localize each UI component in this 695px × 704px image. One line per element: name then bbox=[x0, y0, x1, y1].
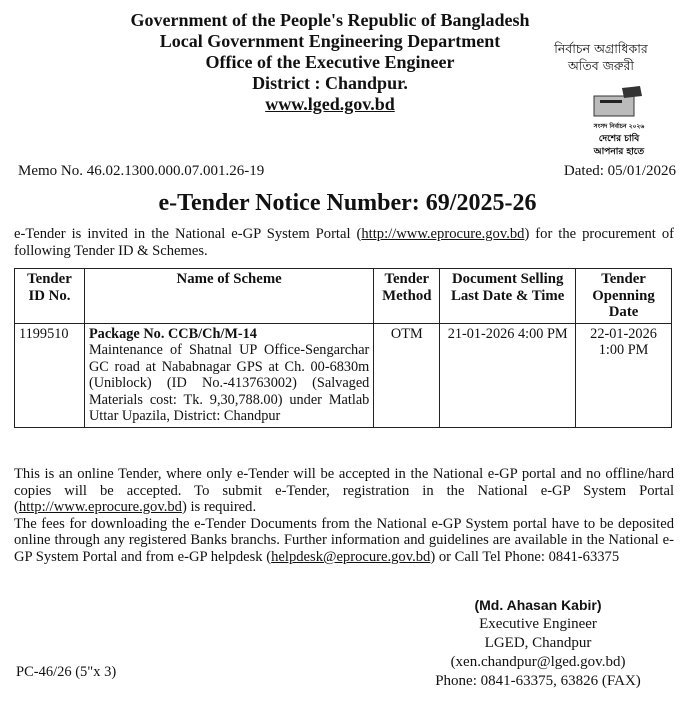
notice-title: e-Tender Notice Number: 69/2025-26 bbox=[158, 190, 537, 216]
p1-text-b: ) is required. bbox=[181, 499, 257, 516]
election-logo bbox=[582, 86, 656, 162]
terms-p2 bbox=[14, 516, 674, 566]
package-no: Package No. CCB/Ch/M-14 bbox=[88, 325, 257, 342]
opening-time: 1:00 PM bbox=[598, 342, 649, 358]
logo-line3: আপনার হাতে bbox=[593, 147, 645, 157]
dept-line: Local Government Engineering Department bbox=[159, 31, 501, 51]
opening-date: 22-01-2026 bbox=[590, 325, 657, 342]
scheme-desc: Maintenance of Shatnal UP Office-Sengarchar GC road at Nababnagar GPS at Ch. 00-6830m (Uniblock) (ID No.-413763002) (Salvaged Materials cost: Tk. 9,30,788.00) under Matlab Uttar Upazila, District: Chandpur bbox=[88, 342, 370, 424]
terms-p1 bbox=[14, 466, 674, 516]
tender-table bbox=[14, 268, 672, 428]
col-scheme: Name of Scheme bbox=[84, 269, 373, 324]
office-line: Office of the Executive Engineer bbox=[205, 52, 455, 72]
col-method: Tender Method bbox=[374, 269, 440, 324]
intro-paragraph bbox=[14, 226, 674, 260]
memo-line bbox=[18, 163, 676, 180]
govt-line: Government of the People's Republic of Bangladesh bbox=[130, 10, 530, 30]
p2-text-a: The fees for downloading the e-Tender Documents from the National e-GP System portal have to be deposited online through any registered Banks branchs. Further information and guidelines are available in the National e-GP System Portal and from e-GP helpdesk ( bbox=[14, 515, 674, 565]
col-opening: Tender Openning Date bbox=[576, 269, 672, 324]
letterhead bbox=[60, 10, 600, 115]
terms-paragraphs bbox=[14, 466, 674, 566]
p1-text-a: This is an online Tender, where only e-Tender will be accepted in the National e-GP portal and no offline/hard copies will be accepted. To submit e-Tender, registration in the National e-GP System Portal ( bbox=[14, 466, 674, 516]
helpdesk-email-link[interactable]: helpdesk@eprocure.gov.bd bbox=[271, 548, 431, 565]
col-selling: Document Selling Last Date & Time bbox=[440, 269, 576, 324]
election-priority-note bbox=[536, 40, 666, 74]
opening-cell bbox=[576, 323, 672, 427]
selling-cell: 21-01-2026 4:00 PM bbox=[440, 323, 576, 427]
signer-name: (Md. Ahasan Kabir) bbox=[474, 597, 602, 613]
memo-number: Memo No. 46.02.1300.000.07.001.26-19 bbox=[18, 163, 265, 179]
signer-phone: Phone: 0841-63375, 63826 (FAX) bbox=[435, 673, 641, 689]
p2-text-b: ) or Call Tel Phone: 0841-63375 bbox=[430, 548, 620, 565]
tender-id-cell: 1199510 bbox=[15, 323, 85, 427]
signer-email: (xen.chandpur@lged.gov.bd) bbox=[450, 654, 626, 670]
signer-office: LGED, Chandpur bbox=[484, 635, 592, 651]
scheme-cell bbox=[84, 323, 373, 427]
intro-text-a: e-Tender is invited in the National e-GP System Portal ( bbox=[14, 226, 362, 242]
district-line: District : Chandpur. bbox=[252, 73, 408, 93]
logo-line1: সংসদ নির্বাচন ২০২৬ bbox=[593, 123, 645, 130]
priority-line: নির্বাচন অগ্রাধিকার bbox=[554, 41, 648, 56]
method-cell: OTM bbox=[374, 323, 440, 427]
urgent-line: অতিব জরুরী bbox=[568, 58, 634, 73]
intro-text-b: ) for the procurement of following Tender ID & Schemes. bbox=[14, 226, 674, 259]
signer-designation: Executive Engineer bbox=[479, 616, 597, 632]
website-link[interactable]: www.lged.gov.bd bbox=[265, 94, 395, 114]
table-row bbox=[15, 323, 672, 427]
p1-eprocure-link[interactable]: http://www.eprocure.gov.bd bbox=[18, 499, 182, 516]
col-tender-id: Tender ID No. bbox=[15, 269, 85, 324]
pc-code: PC-46/26 (5"x 3) bbox=[16, 664, 117, 680]
logo-line2: দেশের চাবি bbox=[598, 134, 640, 144]
table-header-row bbox=[15, 269, 672, 324]
signature-block bbox=[400, 596, 676, 691]
eprocure-link[interactable]: http://www.eprocure.gov.bd bbox=[361, 226, 525, 242]
memo-date: Dated: 05/01/2026 bbox=[563, 163, 676, 179]
